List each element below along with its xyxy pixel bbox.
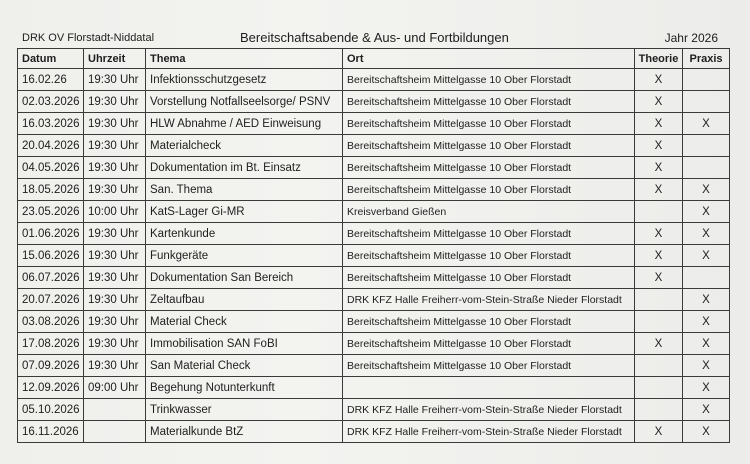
- cell-uhrzeit: 19:30 Uhr: [84, 355, 146, 377]
- column-header-datum: Datum: [18, 49, 84, 69]
- cell-theorie: X: [635, 91, 683, 113]
- cell-thema: Kartenkunde: [146, 223, 343, 245]
- cell-datum: 12.09.2026: [18, 377, 84, 399]
- table-header-row: [18, 49, 730, 69]
- cell-theorie: X: [635, 223, 683, 245]
- cell-ort: Bereitschaftsheim Mittelgasse 10 Ober Florstadt: [343, 311, 635, 333]
- table-row: [18, 267, 730, 289]
- column-header-ort: Ort: [343, 49, 635, 69]
- table-row: [18, 333, 730, 355]
- column-header-thema: Thema: [146, 49, 343, 69]
- cell-uhrzeit: 19:30 Uhr: [84, 135, 146, 157]
- cell-thema: Infektionsschutzgesetz: [146, 69, 343, 91]
- cell-uhrzeit: 19:30 Uhr: [84, 311, 146, 333]
- cell-theorie: [635, 201, 683, 223]
- cell-thema: KatS-Lager Gi-MR: [146, 201, 343, 223]
- cell-ort: Bereitschaftsheim Mittelgasse 10 Ober Florstadt: [343, 69, 635, 91]
- cell-praxis: X: [683, 311, 730, 333]
- cell-praxis: X: [683, 399, 730, 421]
- cell-uhrzeit: 10:00 Uhr: [84, 201, 146, 223]
- cell-theorie: X: [635, 179, 683, 201]
- cell-ort: Bereitschaftsheim Mittelgasse 10 Ober Florstadt: [343, 333, 635, 355]
- cell-ort: DRK KFZ Halle Freiherr-vom-Stein-Straße Nieder Florstadt: [343, 289, 635, 311]
- cell-praxis: [683, 69, 730, 91]
- cell-praxis: [683, 91, 730, 113]
- cell-thema: Materialkunde BtZ: [146, 421, 343, 443]
- cell-thema: Materialcheck: [146, 135, 343, 157]
- document-year: Jahr 2026: [664, 31, 718, 45]
- cell-datum: 17.08.2026: [18, 333, 84, 355]
- cell-ort: Bereitschaftsheim Mittelgasse 10 Ober Florstadt: [343, 179, 635, 201]
- table-row: [18, 135, 730, 157]
- cell-ort: Kreisverband Gießen: [343, 201, 635, 223]
- cell-datum: 02.03.2026: [18, 91, 84, 113]
- cell-datum: 16.11.2026: [18, 421, 84, 443]
- cell-thema: Dokumentation San Bereich: [146, 267, 343, 289]
- cell-thema: Dokumentation im Bt. Einsatz: [146, 157, 343, 179]
- table-row: [18, 179, 730, 201]
- cell-ort: [343, 377, 635, 399]
- cell-uhrzeit: [84, 399, 146, 421]
- cell-ort: Bereitschaftsheim Mittelgasse 10 Ober Florstadt: [343, 267, 635, 289]
- column-header-uhrzeit: Uhrzeit: [84, 49, 146, 69]
- cell-datum: 04.05.2026: [18, 157, 84, 179]
- table-row: [18, 311, 730, 333]
- cell-datum: 15.06.2026: [18, 245, 84, 267]
- cell-datum: 16.02.26: [18, 69, 84, 91]
- cell-praxis: X: [683, 223, 730, 245]
- cell-thema: Begehung Notunterkunft: [146, 377, 343, 399]
- table-row: [18, 399, 730, 421]
- cell-datum: 23.05.2026: [18, 201, 84, 223]
- cell-uhrzeit: 19:30 Uhr: [84, 223, 146, 245]
- cell-theorie: [635, 399, 683, 421]
- table-row: [18, 113, 730, 135]
- cell-uhrzeit: 19:30 Uhr: [84, 69, 146, 91]
- organization-name: DRK OV Florstadt-Niddatal: [22, 32, 155, 44]
- cell-thema: San. Thema: [146, 179, 343, 201]
- table-row: [18, 355, 730, 377]
- cell-datum: 06.07.2026: [18, 267, 84, 289]
- cell-thema: Immobilisation SAN FoBI: [146, 333, 343, 355]
- cell-ort: Bereitschaftsheim Mittelgasse 10 Ober Florstadt: [343, 113, 635, 135]
- cell-thema: Trinkwasser: [146, 399, 343, 421]
- column-header-theorie: Theorie: [635, 49, 683, 69]
- cell-theorie: [635, 355, 683, 377]
- cell-praxis: X: [683, 245, 730, 267]
- table-row: [18, 69, 730, 91]
- cell-uhrzeit: 19:30 Uhr: [84, 245, 146, 267]
- cell-praxis: X: [683, 201, 730, 223]
- cell-datum: 03.08.2026: [18, 311, 84, 333]
- cell-praxis: X: [683, 333, 730, 355]
- table-body: [18, 69, 730, 443]
- cell-uhrzeit: 19:30 Uhr: [84, 333, 146, 355]
- table-row: [18, 223, 730, 245]
- cell-datum: 20.07.2026: [18, 289, 84, 311]
- cell-uhrzeit: 19:30 Uhr: [84, 113, 146, 135]
- cell-praxis: X: [683, 289, 730, 311]
- table-row: [18, 201, 730, 223]
- table-row: [18, 245, 730, 267]
- cell-praxis: X: [683, 377, 730, 399]
- cell-praxis: X: [683, 113, 730, 135]
- cell-datum: 20.04.2026: [18, 135, 84, 157]
- table-row: [18, 377, 730, 399]
- cell-uhrzeit: 19:30 Uhr: [84, 157, 146, 179]
- cell-ort: Bereitschaftsheim Mittelgasse 10 Ober Florstadt: [343, 91, 635, 113]
- cell-datum: 16.03.2026: [18, 113, 84, 135]
- cell-thema: San Material Check: [146, 355, 343, 377]
- cell-ort: Bereitschaftsheim Mittelgasse 10 Ober Florstadt: [343, 135, 635, 157]
- cell-thema: Vorstellung Notfallseelsorge/ PSNV: [146, 91, 343, 113]
- cell-ort: Bereitschaftsheim Mittelgasse 10 Ober Florstadt: [343, 157, 635, 179]
- cell-theorie: [635, 311, 683, 333]
- cell-thema: Funkgeräte: [146, 245, 343, 267]
- schedule-table: [17, 48, 730, 443]
- cell-datum: 18.05.2026: [18, 179, 84, 201]
- cell-theorie: [635, 377, 683, 399]
- cell-theorie: X: [635, 113, 683, 135]
- cell-uhrzeit: 09:00 Uhr: [84, 377, 146, 399]
- cell-theorie: X: [635, 135, 683, 157]
- cell-uhrzeit: 19:30 Uhr: [84, 289, 146, 311]
- cell-uhrzeit: 19:30 Uhr: [84, 91, 146, 113]
- cell-theorie: X: [635, 421, 683, 443]
- table-row: [18, 157, 730, 179]
- document-header: [22, 30, 722, 48]
- table-row: [18, 289, 730, 311]
- cell-praxis: [683, 157, 730, 179]
- cell-datum: 07.09.2026: [18, 355, 84, 377]
- cell-ort: Bereitschaftsheim Mittelgasse 10 Ober Florstadt: [343, 223, 635, 245]
- table-row: [18, 421, 730, 443]
- cell-uhrzeit: 19:30 Uhr: [84, 267, 146, 289]
- cell-praxis: [683, 135, 730, 157]
- cell-theorie: X: [635, 333, 683, 355]
- cell-praxis: X: [683, 421, 730, 443]
- cell-ort: DRK KFZ Halle Freiherr-vom-Stein-Straße Nieder Florstadt: [343, 399, 635, 421]
- cell-ort: DRK KFZ Halle Freiherr-vom-Stein-Straße Nieder Florstadt: [343, 421, 635, 443]
- cell-thema: HLW Abnahme / AED Einweisung: [146, 113, 343, 135]
- cell-theorie: X: [635, 69, 683, 91]
- column-header-praxis: Praxis: [683, 49, 730, 69]
- cell-theorie: X: [635, 157, 683, 179]
- cell-uhrzeit: 19:30 Uhr: [84, 179, 146, 201]
- cell-thema: Material Check: [146, 311, 343, 333]
- cell-theorie: [635, 289, 683, 311]
- cell-praxis: [683, 267, 730, 289]
- cell-theorie: X: [635, 245, 683, 267]
- cell-uhrzeit: [84, 421, 146, 443]
- document-title: Bereitschaftsabende & Aus- und Fortbildungen: [240, 30, 509, 45]
- cell-datum: 01.06.2026: [18, 223, 84, 245]
- cell-ort: Bereitschaftsheim Mittelgasse 10 Ober Florstadt: [343, 245, 635, 267]
- cell-praxis: X: [683, 355, 730, 377]
- cell-datum: 05.10.2026: [18, 399, 84, 421]
- cell-praxis: X: [683, 179, 730, 201]
- table-row: [18, 91, 730, 113]
- cell-theorie: X: [635, 267, 683, 289]
- cell-ort: Bereitschaftsheim Mittelgasse 10 Ober Florstadt: [343, 355, 635, 377]
- cell-thema: Zeltaufbau: [146, 289, 343, 311]
